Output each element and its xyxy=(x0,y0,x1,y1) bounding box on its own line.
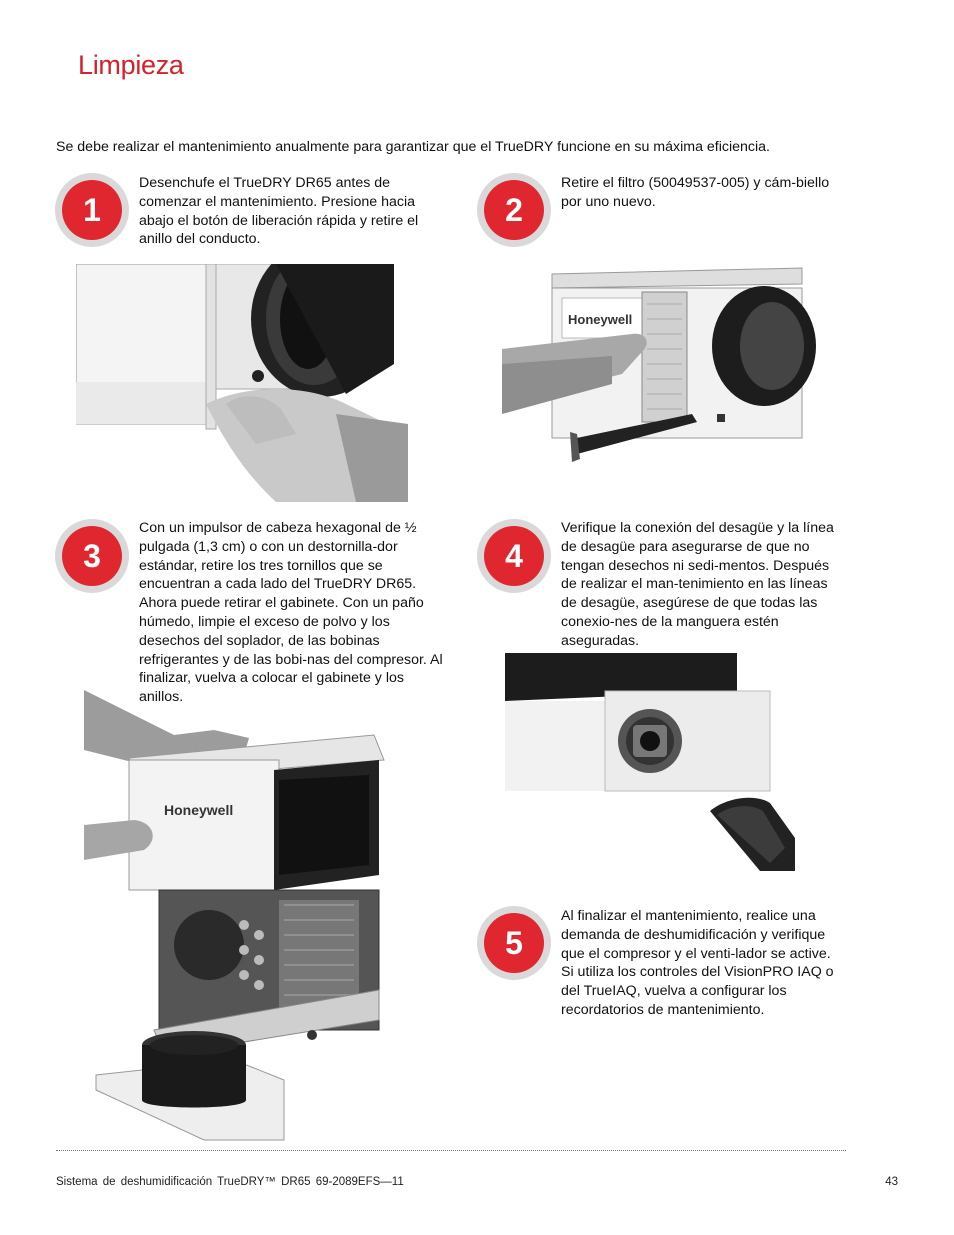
step-3-text: Con un impulsor de cabeza hexagonal de ½ pulgada (1,3 cm) o con un destornilla-dor estándar, retire los tres tornillos que se encuentran a cada lado del TrueDRY DR65. Ahora puede retirar el gabinete. Con un paño húmedo, limpie el exceso de polvo y los desechos del soplador, de las bobinas refrigerantes y de las bobi-nas del compresor. Al finalizar, vuelva a colocar el gabinete y los anillos. xyxy=(139,520,443,706)
step-4-badge xyxy=(477,519,551,593)
step-3-badge xyxy=(55,519,129,593)
step-2-brand-label: Honeywell xyxy=(568,312,633,327)
footer-divider xyxy=(56,1150,846,1151)
page-number: 43 xyxy=(885,1176,898,1188)
step-1-text: Desenchufe el TrueDRY DR65 antes de comenzar el mantenimiento. Presione hacia abajo el botón de liberación rápida y retire el anillo del conducto. xyxy=(139,175,419,248)
step-1-number: 1 xyxy=(62,180,122,240)
step-4-photo xyxy=(505,653,797,871)
step-2-badge xyxy=(477,173,551,247)
step-3-photo xyxy=(84,690,392,1142)
step-1-badge xyxy=(55,173,129,247)
step-2-text: Retire el filtro (50049537-005) y cám-biello por uno nuevo. xyxy=(561,175,830,210)
step-5-text: Al finalizar el mantenimiento, realice una demanda de deshumidificación y verifique que el compresor y el venti-lador se active. Si utiliza los controles del VisionPRO IAQ o del TrueIAQ, vuelva a configurar los recordatorios de mantenimiento. xyxy=(561,908,834,1018)
step-2-photo xyxy=(502,264,840,466)
step-4-number: 4 xyxy=(484,526,544,586)
step-3-number: 3 xyxy=(62,526,122,586)
step-5-number: 5 xyxy=(484,913,544,973)
page-title: Limpieza xyxy=(78,50,184,80)
step-3-brand-label: Honeywell xyxy=(164,802,234,818)
step-2-number: 2 xyxy=(484,180,544,240)
footer-document-title: Sistema de deshumidificación TrueDRY™ DR65 69-2089EFS—11 xyxy=(56,1176,404,1188)
step-4-text: Verifique la conexión del desagüe y la línea de desagüe para asegurarse de que no tengan desechos ni sedi-mentos. Después de realizar el man-tenimiento en las líneas de desagüe, asegúrese de que todas las conexio-nes de la manguera estén aseguradas. xyxy=(561,520,834,649)
intro-paragraph: Se debe realizar el mantenimiento anualmente para garantizar que el TrueDRY funcione en su máxima eficiencia. xyxy=(56,139,770,155)
step-5-badge xyxy=(477,906,551,980)
step-1-photo xyxy=(76,264,408,502)
